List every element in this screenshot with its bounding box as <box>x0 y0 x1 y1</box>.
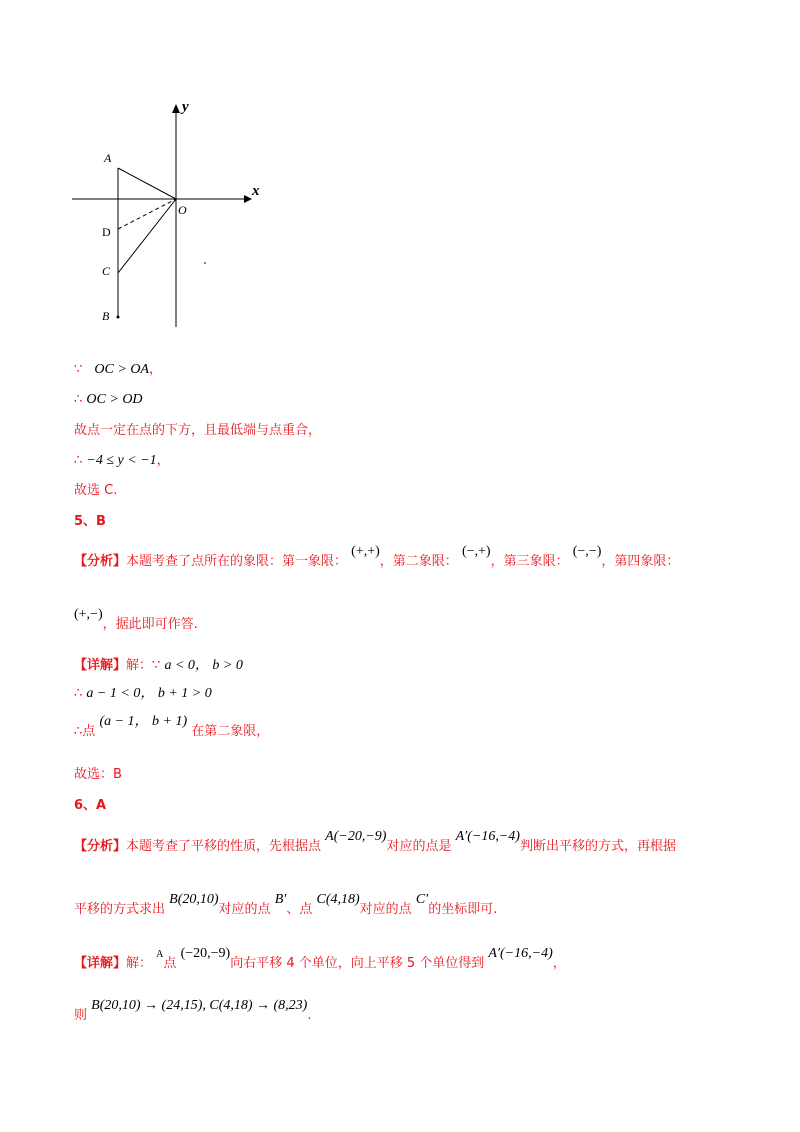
stray-dot <box>204 262 206 264</box>
line-range <box>74 451 170 471</box>
segment-od-dashed <box>118 199 176 229</box>
segment-oc <box>118 199 176 273</box>
point-label-a: A <box>104 151 112 165</box>
condition-ab: a < 0， b > 0 <box>164 658 243 673</box>
line-because <box>74 360 162 380</box>
derived-inequalities: a − 1 < 0， b + 1 > 0 <box>86 686 212 701</box>
coordinate-figure <box>60 95 280 335</box>
origin-label: O <box>178 203 187 217</box>
analysis-text: ，据此即可作答. <box>102 617 198 632</box>
point-coordinates: (a − 1， b + 1) <box>99 714 188 729</box>
analysis-text: 本题考查了点所在的象限：第一象限： <box>126 554 348 569</box>
line-therefore-od <box>74 390 143 410</box>
therefore-symbol: ∴ <box>74 453 83 468</box>
quadrant-1-sign: (+,+) <box>351 544 380 559</box>
q6-result <box>74 998 312 1026</box>
detail-tag: 【详解】 <box>74 658 127 673</box>
point-b-dot <box>117 316 120 319</box>
translation-results: B(20,10) → (24,15), C(4,18) → (8,23) <box>91 998 308 1013</box>
point-a-small: A <box>156 949 164 960</box>
point-a-prime: A′(−16,−4) <box>455 829 520 844</box>
therefore-symbol: ∴ <box>74 686 83 701</box>
y-axis-arrow-icon <box>172 104 180 113</box>
analysis-text: 对应的点是 <box>386 839 452 854</box>
q5-analysis-cont <box>74 607 198 635</box>
point-lead: 点 <box>82 724 96 739</box>
punct: ， <box>156 453 170 468</box>
detail-text: . <box>307 1008 312 1023</box>
analysis-text: 平移的方式求出 <box>74 902 166 917</box>
range-inequality: −4 ≤ y < −1 <box>86 453 157 468</box>
quadrant-2-sign: (−,+) <box>461 544 491 559</box>
therefore-symbol: ∴ <box>74 724 83 739</box>
detail-text: 解：∵ <box>126 658 161 673</box>
point-a: A(−20,−9) <box>325 829 387 844</box>
punct: ， <box>148 362 162 377</box>
q5-step <box>74 684 212 704</box>
image-point-a-prime: A′(−16,−4) <box>488 946 553 961</box>
q5-analysis <box>74 544 680 572</box>
analysis-tag: 【分析】 <box>74 839 127 854</box>
analysis-text: 对应的点 <box>359 902 412 917</box>
detail-tag: 【详解】 <box>74 956 127 971</box>
analysis-text: 、点 <box>286 902 313 917</box>
detail-text: 向右平移 4 个单位，向上平移 5 个单位得到 <box>230 956 485 971</box>
therefore-symbol: ∴ <box>74 392 83 407</box>
x-axis-arrow-icon <box>244 195 252 203</box>
point-tail: 在第二象限， <box>191 724 270 739</box>
question-5-number: 5、B <box>74 514 106 529</box>
analysis-text: 对应的点 <box>218 902 271 917</box>
point-label-c: C <box>102 264 111 278</box>
point-b-prime: B′ <box>274 892 287 907</box>
conclusion-text: 故点一定在点的下方，且最低端与点重合， <box>74 423 322 438</box>
inequality-oc-oa: OC > OA <box>94 362 149 377</box>
detail-text: 解： <box>126 956 153 971</box>
start-coordinates: (−20,−9) <box>180 946 231 961</box>
axis-label-x: x <box>252 183 260 199</box>
q5-point-line <box>74 714 270 742</box>
point-label-b: B <box>102 309 110 323</box>
q5-answer: 故选：B <box>74 767 122 782</box>
q6-detail <box>74 946 566 975</box>
detail-text: ， <box>552 956 566 971</box>
question-6-number: 6、A <box>74 798 107 813</box>
analysis-text: ，第二象限： <box>379 554 458 569</box>
analysis-text: 的坐标即可. <box>428 902 498 917</box>
q6-analysis-cont <box>74 892 498 920</box>
because-symbol: ∵ <box>74 362 83 377</box>
axis-label-y: y <box>182 99 189 115</box>
analysis-text: ，第四象限： <box>601 554 680 569</box>
analysis-text: ，第三象限： <box>490 554 569 569</box>
q6-analysis <box>74 829 676 857</box>
detail-text: 点 <box>163 956 177 971</box>
analysis-text: 本题考查了平移的性质，先根据点 <box>126 839 322 854</box>
inequality-oc-od: OC > OD <box>86 392 143 407</box>
point-c: C(4,18) <box>316 892 360 907</box>
segment-oa <box>118 168 176 199</box>
quadrant-3-sign: (−,−) <box>572 544 602 559</box>
q5-detail <box>74 656 243 676</box>
point-label-d: D <box>102 225 111 239</box>
point-b: B(20,10) <box>169 892 219 907</box>
analysis-tag: 【分析】 <box>74 554 127 569</box>
detail-text: 则 <box>74 1008 88 1023</box>
point-c-prime: C′ <box>415 892 429 907</box>
quadrant-4-sign: (+,−) <box>74 607 103 622</box>
analysis-text: 判断出平移的方式，再根据 <box>519 839 676 854</box>
answer-line: 故选 C. <box>74 483 118 498</box>
